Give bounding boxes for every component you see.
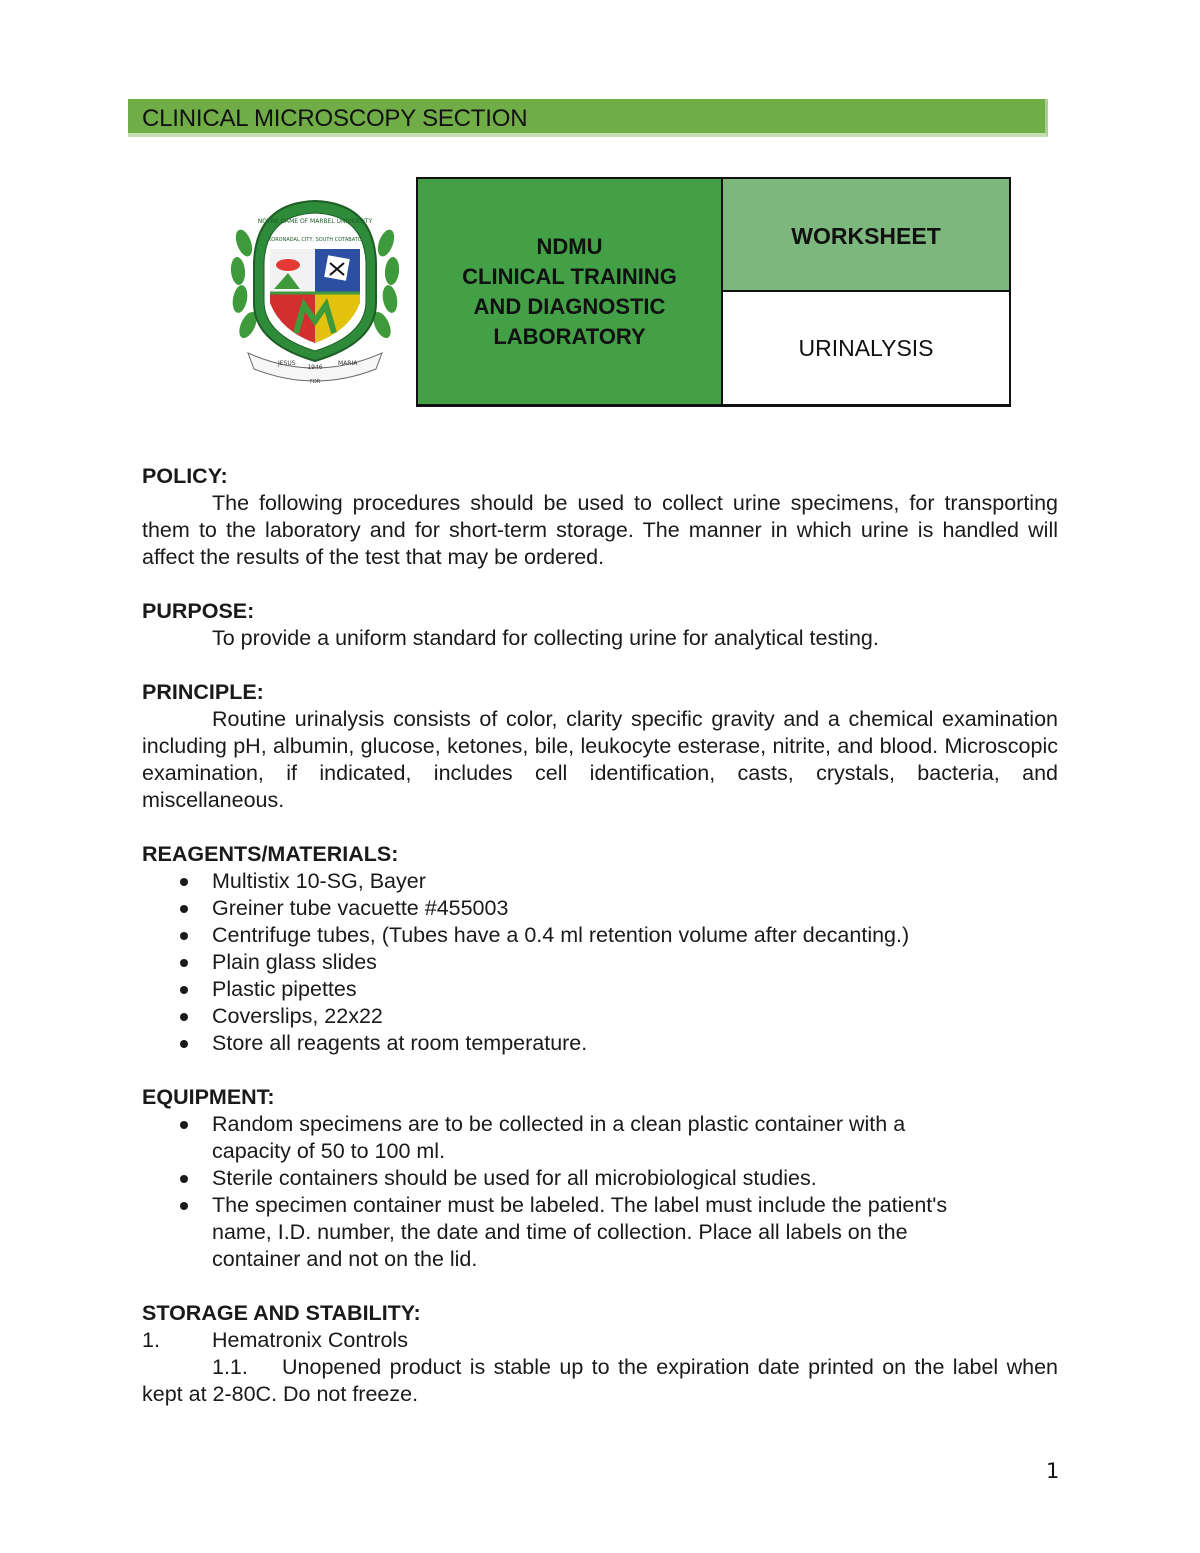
reagents-heading: REAGENTS/MATERIALS: xyxy=(142,842,399,866)
equipment-heading: EQUIPMENT: xyxy=(142,1085,275,1109)
list-item: Sterile containers should be used for all microbiological studies. xyxy=(142,1165,977,1192)
equipment-list xyxy=(142,1111,977,1273)
page-number: 1 xyxy=(1046,1459,1060,1483)
seal-ribbon-left: JESUS xyxy=(278,360,296,367)
policy-text: The following procedures should be used to collect urine specimens, for transporting them to the laboratory and for short-term storage. The manner in which urine is handled will affect the results of the test that may be ordered. xyxy=(142,491,1058,569)
list-item: Plain glass slides xyxy=(142,949,1058,976)
university-seal-logo xyxy=(226,193,404,389)
policy-heading: POLICY: xyxy=(142,464,228,488)
principle-heading: PRINCIPLE: xyxy=(142,680,264,704)
seal-ribbon-foot: FOR xyxy=(309,379,321,385)
storage-heading: STORAGE AND STABILITY: xyxy=(142,1301,421,1325)
list-item: Multistix 10-SG, Bayer xyxy=(142,868,1058,895)
doc-type-label: WORKSHEET xyxy=(791,223,941,249)
list-item: Random specimens are to be collected in a clean plastic container with a capacity of 50 to 100 ml. xyxy=(142,1111,977,1165)
worksheet-header-table xyxy=(416,177,1011,407)
seal-ribbon-right: MARIA xyxy=(338,360,358,367)
subject-label: URINALYSIS xyxy=(798,334,934,361)
list-item: Coverslips, 22x22 xyxy=(142,1003,1058,1030)
principle-text: Routine urinalysis consists of color, clarity specific gravity and a chemical examination including pH, albumin, glucose, ketones, bile, leukocyte esterase, nitrite, and blood. Microscopic examination, if indicated, includes cell identification, casts, crystals, bacteria, and miscellaneous. xyxy=(142,707,1058,812)
org-line: NDMU xyxy=(536,233,603,259)
storage-subitem-number: 1.1. xyxy=(212,1355,248,1379)
section-banner xyxy=(128,99,1048,137)
org-line: LABORATORY xyxy=(493,323,646,349)
list-item: Plastic pipettes xyxy=(142,976,1058,1003)
storage-item-number: 1. xyxy=(142,1328,160,1352)
organization-cell xyxy=(418,179,723,404)
storage-subitem-text: Unopened product is stable up to the expiration date printed on the label when kept at 2-80C. Do not freeze. xyxy=(142,1355,1058,1406)
seal-ribbon-mid: KORONADAL CITY, SOUTH COTABATO xyxy=(268,237,362,243)
org-line: AND DIAGNOSTIC xyxy=(473,293,666,319)
seal-ribbon-top: NOTRE DAME OF MARBEL UNIVERSITY xyxy=(257,218,373,225)
subject-cell xyxy=(723,292,1009,404)
doc-type-cell xyxy=(723,179,1009,292)
org-line: CLINICAL TRAINING xyxy=(462,263,677,289)
document-body xyxy=(142,463,1058,1408)
purpose-text: To provide a uniform standard for collecting urine for analytical testing. xyxy=(212,626,879,650)
storage-item xyxy=(142,1327,1058,1354)
list-item: Centrifuge tubes, (Tubes have a 0.4 ml retention volume after decanting.) xyxy=(142,922,1058,949)
storage-subitem xyxy=(142,1354,1058,1408)
reagents-list xyxy=(142,868,1058,1057)
section-title: CLINICAL MICROSCOPY SECTION xyxy=(142,105,528,132)
list-item: The specimen container must be labeled. The label must include the patient's name, I.D. number, the date and time of collection. Place all labels on the container and not on the lid. xyxy=(142,1192,977,1273)
list-item: Store all reagents at room temperature. xyxy=(142,1030,1058,1057)
list-item: Greiner tube vacuette #455003 xyxy=(142,895,1058,922)
purpose-heading: PURPOSE: xyxy=(142,599,255,623)
seal-year: 1946 xyxy=(307,364,323,371)
storage-item-text: Hematronix Controls xyxy=(212,1328,408,1352)
